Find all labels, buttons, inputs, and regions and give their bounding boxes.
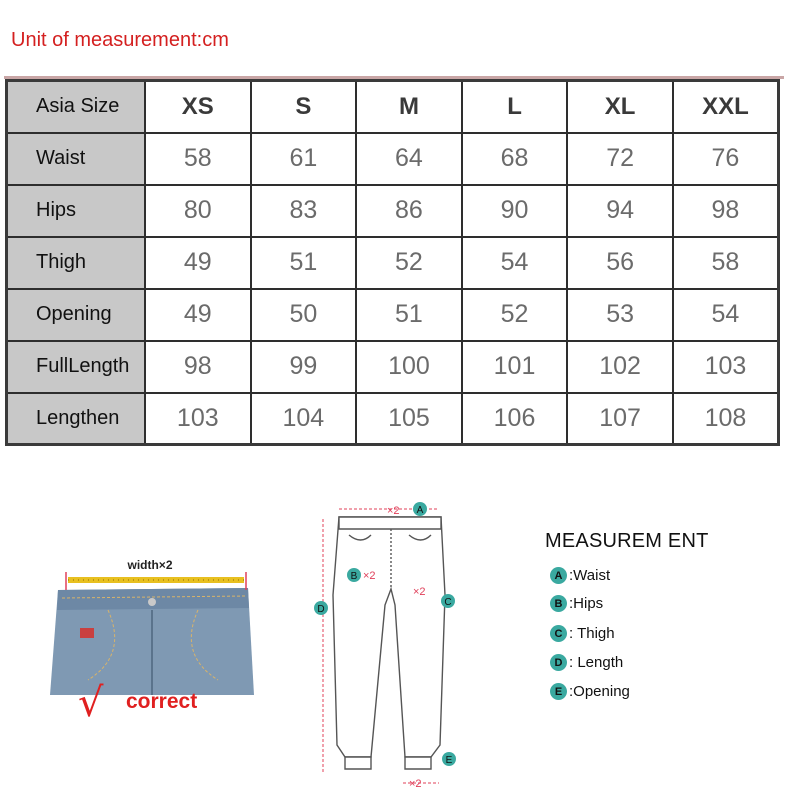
legend-item-label: :Hips (569, 595, 604, 612)
legend-item-opening (550, 683, 630, 700)
badge-a-icon: A (550, 567, 567, 584)
table-cell: 94 (567, 185, 673, 237)
table-cell: 98 (673, 185, 779, 237)
table-cell: 51 (251, 237, 357, 289)
marker-d-icon (314, 601, 328, 615)
marker-e-icon (442, 752, 456, 766)
table-cell: 103 (673, 341, 779, 393)
table-cell: 51 (356, 289, 462, 341)
table-cell: 58 (673, 237, 779, 289)
marker-e-label: E (445, 755, 453, 766)
table-cell: 90 (462, 185, 568, 237)
legend-item-label: : Thigh (569, 625, 615, 642)
table-cell: 104 (251, 393, 357, 445)
check-mark-icon: √ (78, 680, 104, 726)
marker-a-label: A (416, 505, 424, 516)
measurement-legend-title: MEASUREM ENT (545, 530, 709, 552)
row-label: Lengthen (7, 393, 146, 445)
table-cell: 98 (145, 341, 251, 393)
table-cell: 61 (251, 133, 357, 185)
table-row-thigh (7, 237, 779, 289)
legend-item-waist (550, 567, 610, 584)
marker-b-icon (347, 568, 361, 582)
table-cell: 107 (567, 393, 673, 445)
table-cell: 52 (462, 289, 568, 341)
marker-b-label: B (350, 571, 358, 582)
unit-of-measurement-label: Unit of measurement:cm (11, 29, 229, 51)
table-row-opening (7, 289, 779, 341)
table-cell: 56 (567, 237, 673, 289)
size-header-l: L (462, 81, 568, 133)
table-cell: 108 (673, 393, 779, 445)
correct-label: correct (126, 690, 198, 713)
table-cell: 68 (462, 133, 568, 185)
table-header-row (7, 81, 779, 133)
table-cell: 101 (462, 341, 568, 393)
table-cell: 99 (251, 341, 357, 393)
width-x2-label: width×2 (127, 560, 173, 572)
table-cell: 86 (356, 185, 462, 237)
table-cell: 50 (251, 289, 357, 341)
marker-d-label: D (317, 604, 325, 615)
thigh-x2-label: ×2 (413, 586, 426, 598)
size-header-m: M (356, 81, 462, 133)
table-cell: 58 (145, 133, 251, 185)
jeans-waist-photo (48, 560, 256, 695)
table-row-lengthen (7, 393, 779, 445)
badge-d-icon: D (550, 654, 567, 671)
size-header-s: S (251, 81, 357, 133)
size-header-xxl: XXL (673, 81, 779, 133)
size-header-xl: XL (567, 81, 673, 133)
table-cell: 49 (145, 289, 251, 341)
table-cell: 105 (356, 393, 462, 445)
row-label: Opening (7, 289, 146, 341)
table-cell: 100 (356, 341, 462, 393)
legend-item-thigh (550, 625, 615, 642)
table-cell: 54 (673, 289, 779, 341)
table-cell: 52 (356, 237, 462, 289)
asia-size-header: Asia Size (7, 81, 146, 133)
hips-x2-label: ×2 (363, 570, 376, 582)
table-cell: 72 (567, 133, 673, 185)
table-row-fulllength (7, 341, 779, 393)
legend-item-length (550, 654, 623, 671)
badge-b-icon: B (550, 595, 567, 612)
size-chart-table (5, 79, 780, 446)
table-cell: 83 (251, 185, 357, 237)
marker-a-icon (413, 502, 427, 516)
table-row-waist (7, 133, 779, 185)
opening-x2-label: ×2 (409, 778, 422, 790)
row-label: Waist (7, 133, 146, 185)
legend-item-label: : Length (569, 654, 624, 671)
table-cell: 64 (356, 133, 462, 185)
table-cell: 53 (567, 289, 673, 341)
table-cell: 103 (145, 393, 251, 445)
waist-x2-label: ×2 (387, 505, 400, 517)
row-label: Thigh (7, 237, 146, 289)
table-cell: 76 (673, 133, 779, 185)
table-cell: 102 (567, 341, 673, 393)
table-cell: 54 (462, 237, 568, 289)
table-row-hips (7, 185, 779, 237)
marker-c-label: C (444, 597, 452, 608)
legend-item-label: :Waist (569, 567, 611, 584)
badge-c-icon: C (550, 625, 567, 642)
badge-e-icon: E (550, 683, 567, 700)
row-label: FullLength (7, 341, 146, 393)
table-cell: 106 (462, 393, 568, 445)
jeans-measurement-diagram (305, 495, 475, 795)
table-cell: 80 (145, 185, 251, 237)
legend-item-label: :Opening (569, 683, 630, 700)
table-cell: 49 (145, 237, 251, 289)
marker-c-icon (441, 594, 455, 608)
row-label: Hips (7, 185, 146, 237)
size-header-xs: XS (145, 81, 251, 133)
legend-item-hips (550, 595, 603, 612)
